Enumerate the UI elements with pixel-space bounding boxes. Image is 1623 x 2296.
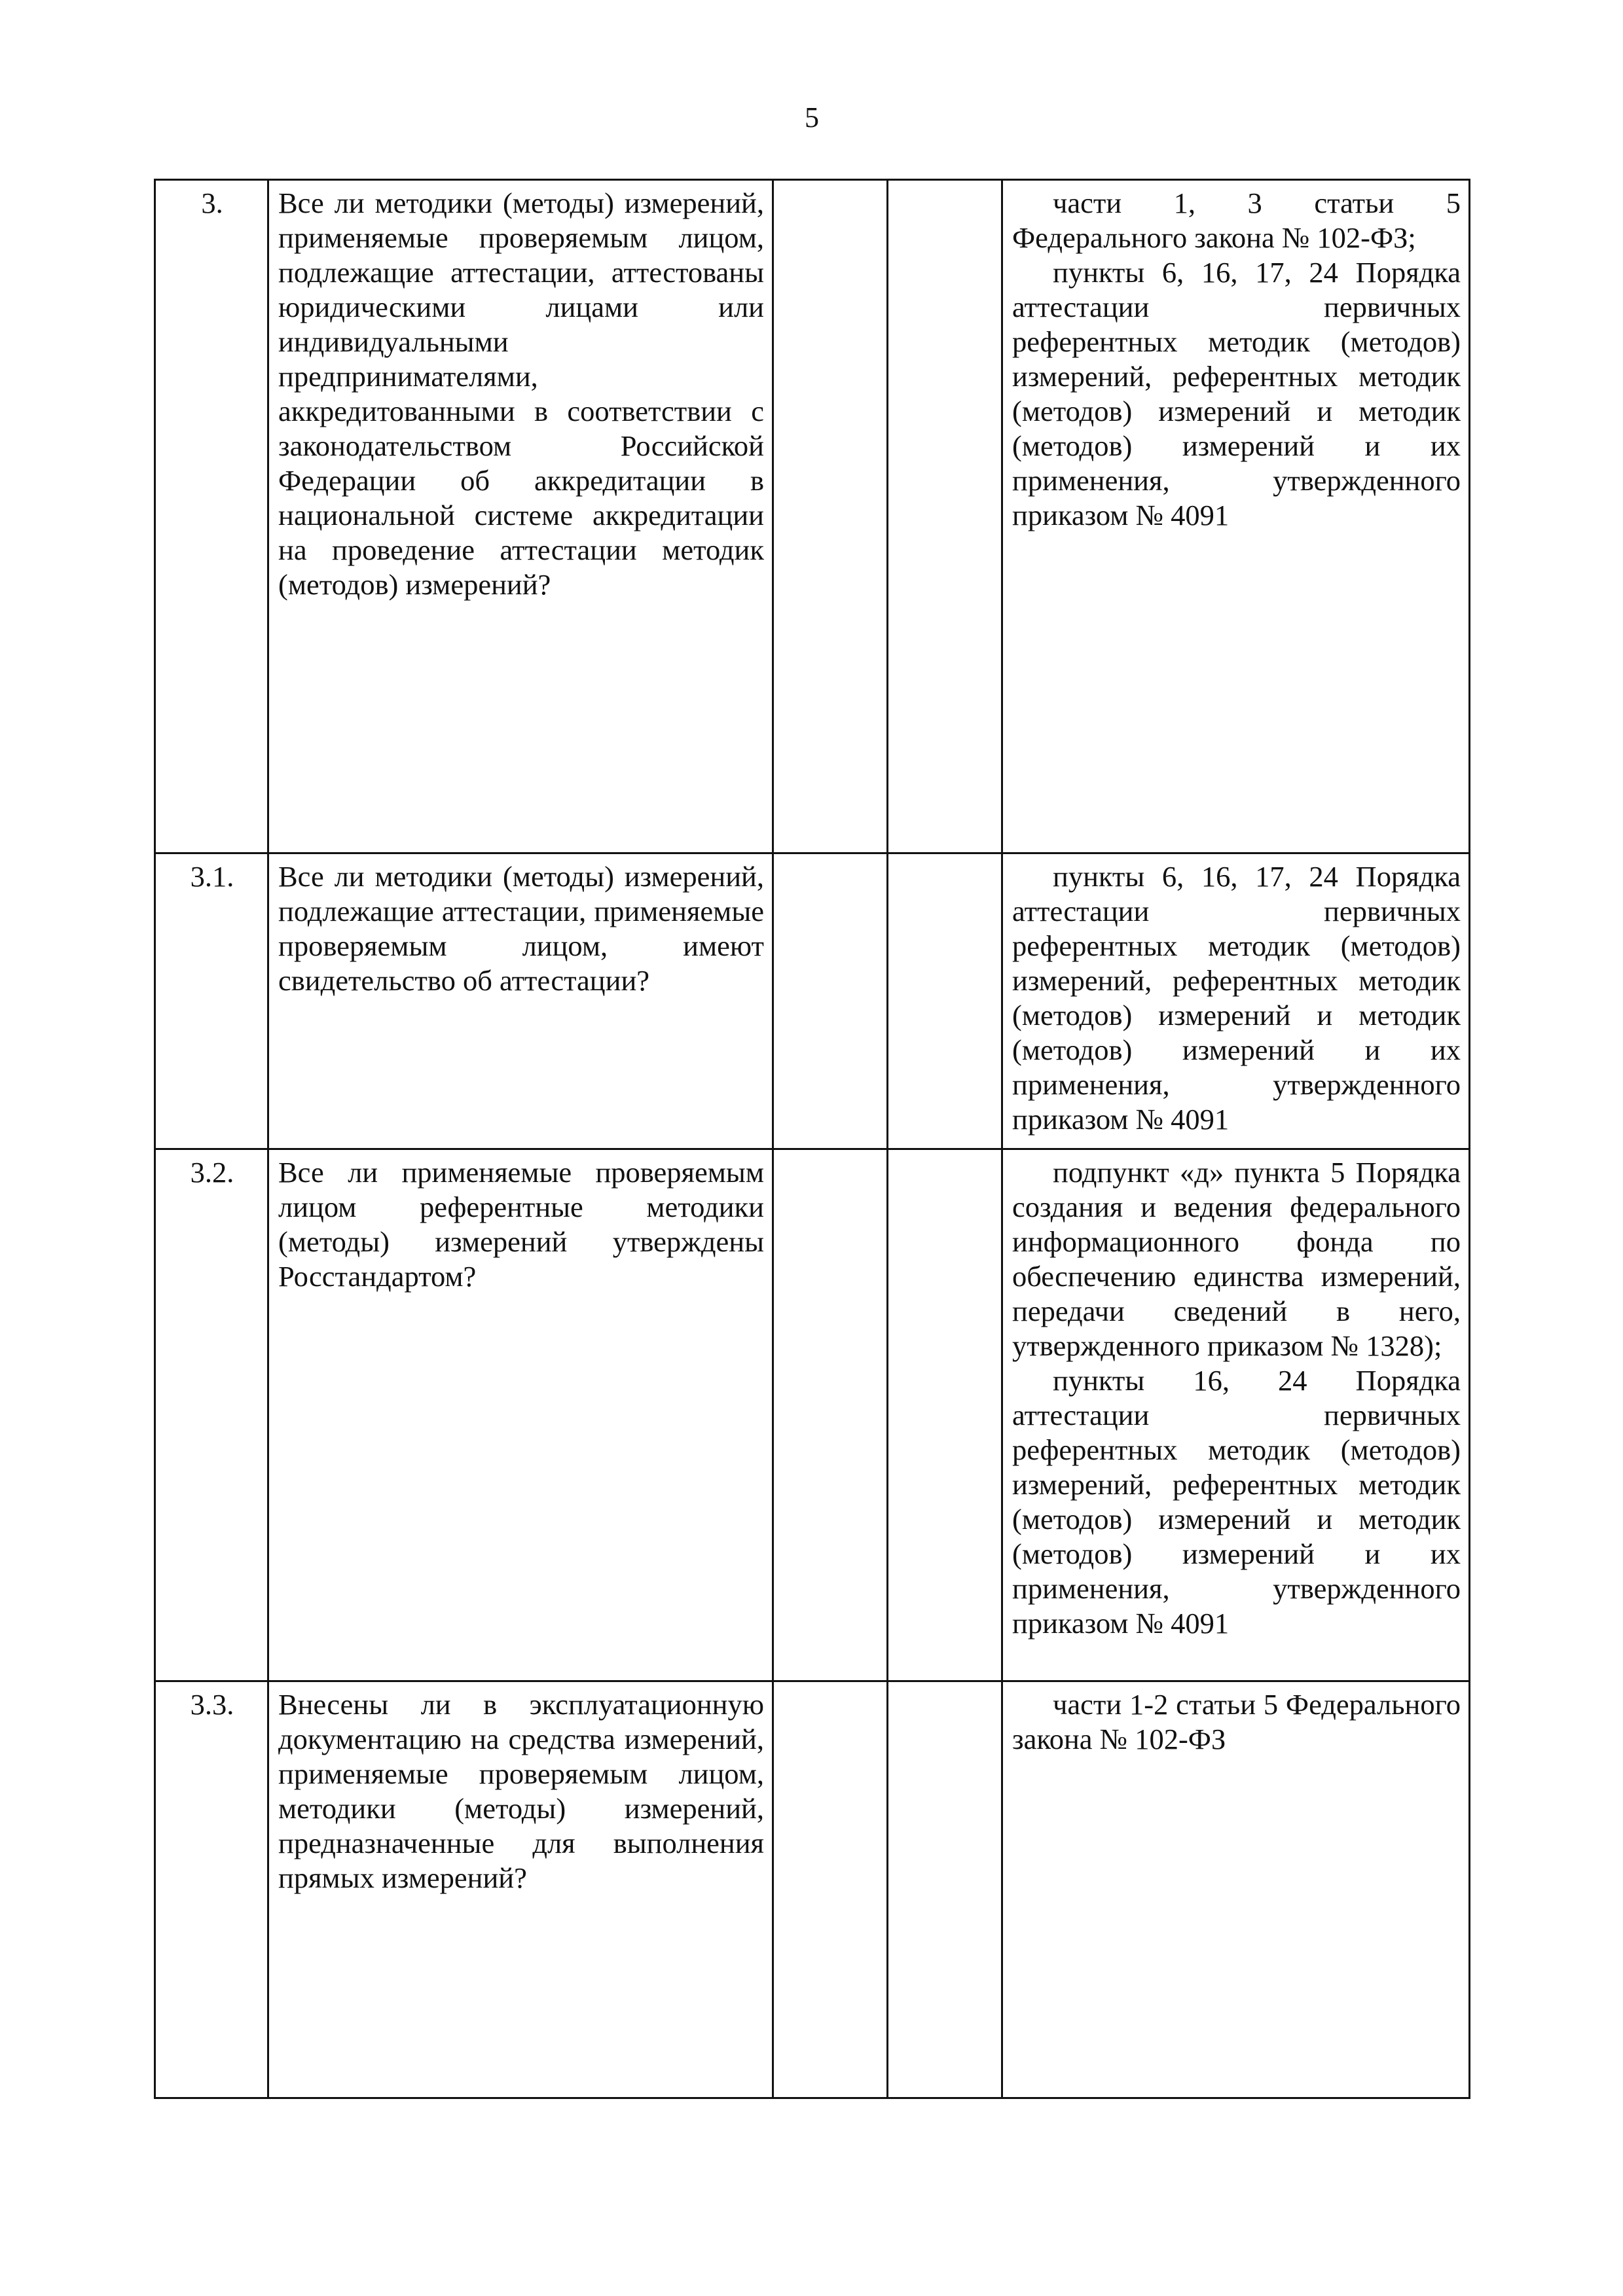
table-row bbox=[155, 1681, 1470, 2098]
row-number: 3.3. bbox=[155, 1681, 268, 2098]
reference-paragraph: пункты 16, 24 Порядка аттестации первичных референтных методик (методов) измерений, референтных методик (методов) измерений и методик (методов) измерений и их применения, утвержденного приказом № 4091 bbox=[1012, 1364, 1461, 1640]
table-row bbox=[155, 180, 1470, 853]
legal-reference bbox=[1002, 180, 1470, 853]
reference-paragraph: части 1, 3 статьи 5 Федерального закона № 102-ФЗ; bbox=[1012, 187, 1461, 254]
answer-cell bbox=[773, 853, 888, 1149]
answer-cell bbox=[888, 180, 1002, 853]
reference-paragraph: пункты 6, 16, 17, 24 Порядка аттестации первичных референтных методик (методов) измерений, референтных методик (методов) измерений и методик (методов) измерений и их применения, утвержденного приказом № 4091 bbox=[1012, 860, 1461, 1136]
reference-paragraph: пункты 6, 16, 17, 24 Порядка аттестации первичных референтных методик (методов) измерений, референтных методик (методов) измерений и методик (методов) измерений и их применения, утвержденного приказом № 4091 bbox=[1012, 256, 1461, 531]
reference-paragraph: части 1-2 статьи 5 Федерального закона № 102-ФЗ bbox=[1012, 1688, 1461, 1755]
answer-cell bbox=[888, 1681, 1002, 2098]
table-row bbox=[155, 1149, 1470, 1681]
answer-cell bbox=[773, 1149, 888, 1681]
question-text: Все ли методики (методы) измерений, применяемые проверяемым лицом, подлежащие аттестации, аттестованы юридическими лицами или индивидуальными предпринимателями, аккредитованными в соответствии с законодательством Российской Федерации об аккредитации в национальной системе аккредитации на проведение аттестации методик (методов) измерений? bbox=[268, 180, 773, 853]
table-row bbox=[155, 853, 1470, 1149]
page-number: 5 bbox=[805, 101, 819, 134]
answer-cell bbox=[888, 1149, 1002, 1681]
question-text: Все ли применяемые проверяемым лицом референтные методики (методы) измерений утверждены Росстандартом? bbox=[268, 1149, 773, 1681]
checklist-table bbox=[154, 179, 1470, 2099]
reference-paragraph: подпункт «д» пункта 5 Порядка создания и ведения федерального информационного фонда по обеспечению единства измерений, передачи сведений в него, утвержденного приказом № 1328); bbox=[1012, 1156, 1461, 1362]
row-number: 3. bbox=[155, 180, 268, 853]
legal-reference bbox=[1002, 1149, 1470, 1681]
answer-cell bbox=[773, 1681, 888, 2098]
row-number: 3.2. bbox=[155, 1149, 268, 1681]
legal-reference bbox=[1002, 1681, 1470, 2098]
answer-cell bbox=[888, 853, 1002, 1149]
answer-cell bbox=[773, 180, 888, 853]
question-text: Внесены ли в эксплуатационную документацию на средства измерений, применяемые проверяемым лицом, методики (методы) измерений, предназначенные для выполнения прямых измерений? bbox=[268, 1681, 773, 2098]
question-text: Все ли методики (методы) измерений, подлежащие аттестации, применяемые проверяемым лицом, имеют свидетельство об аттестации? bbox=[268, 853, 773, 1149]
legal-reference bbox=[1002, 853, 1470, 1149]
row-number: 3.1. bbox=[155, 853, 268, 1149]
